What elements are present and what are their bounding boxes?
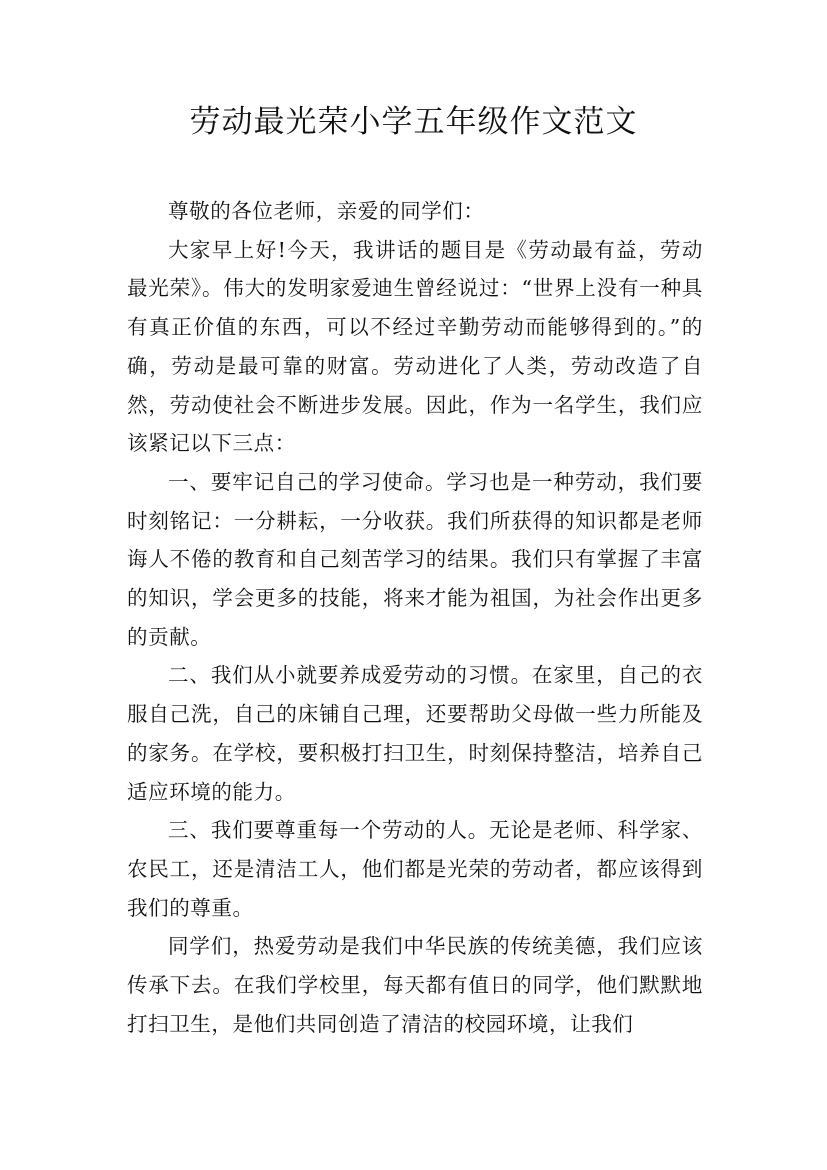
paragraph-point-three: 三、我们要尊重每一个劳动的人。无论是老师、科学家、农民工，还是清洁工人，他们都是光荣的劳动者，都应该得到我们的尊重。 <box>127 818 703 920</box>
paragraph-point-one: 一、要牢记自己的学习使命。学习也是一种劳动，我们要时刻铭记：一分耕耘，一分收获。我们所获得的知识都是老师诲人不倦的教育和自己刻苦学习的结果。我们只有掌握了丰富的知识，学会更多的技能，将来才能为祖国，为社会作出更多的贡献。 <box>127 469 703 649</box>
paragraph-point-two: 二、我们从小就要养成爱劳动的习惯。在家里，自己的衣服自己洗，自己的床铺自己理，还要帮助父母做一些力所能及的家务。在学校，要积极打扫卫生，时刻保持整洁，培养自己适应环境的能力。 <box>127 663 703 804</box>
paragraph-closing: 同学们，热爱劳动是我们中华民族的传统美德，我们应该传承下去。在我们学校里，每天都有值日的同学，他们默默地打扫卫生，是他们共同创造了清洁的校园环境，让我们 <box>127 934 703 1036</box>
document-body <box>127 192 703 1043</box>
paragraph-intro: 大家早上好!今天，我讲话的题目是《劳动最有益，劳动最光荣》。伟大的发明家爱迪生曾经说过：“世界上没有一种具有真正价值的东西，可以不经过辛勤劳动而能够得到的。”的确，劳动是最可靠的财富。劳动进化了人类，劳动改造了自然，劳动使社会不断进步发展。因此，作为一名学生，我们应该紧记以下三点： <box>127 237 703 456</box>
paragraph-greeting: 尊敬的各位老师，亲爱的同学们： <box>168 199 485 223</box>
document-title: 劳动最光荣小学五年级作文范文 <box>189 104 638 140</box>
